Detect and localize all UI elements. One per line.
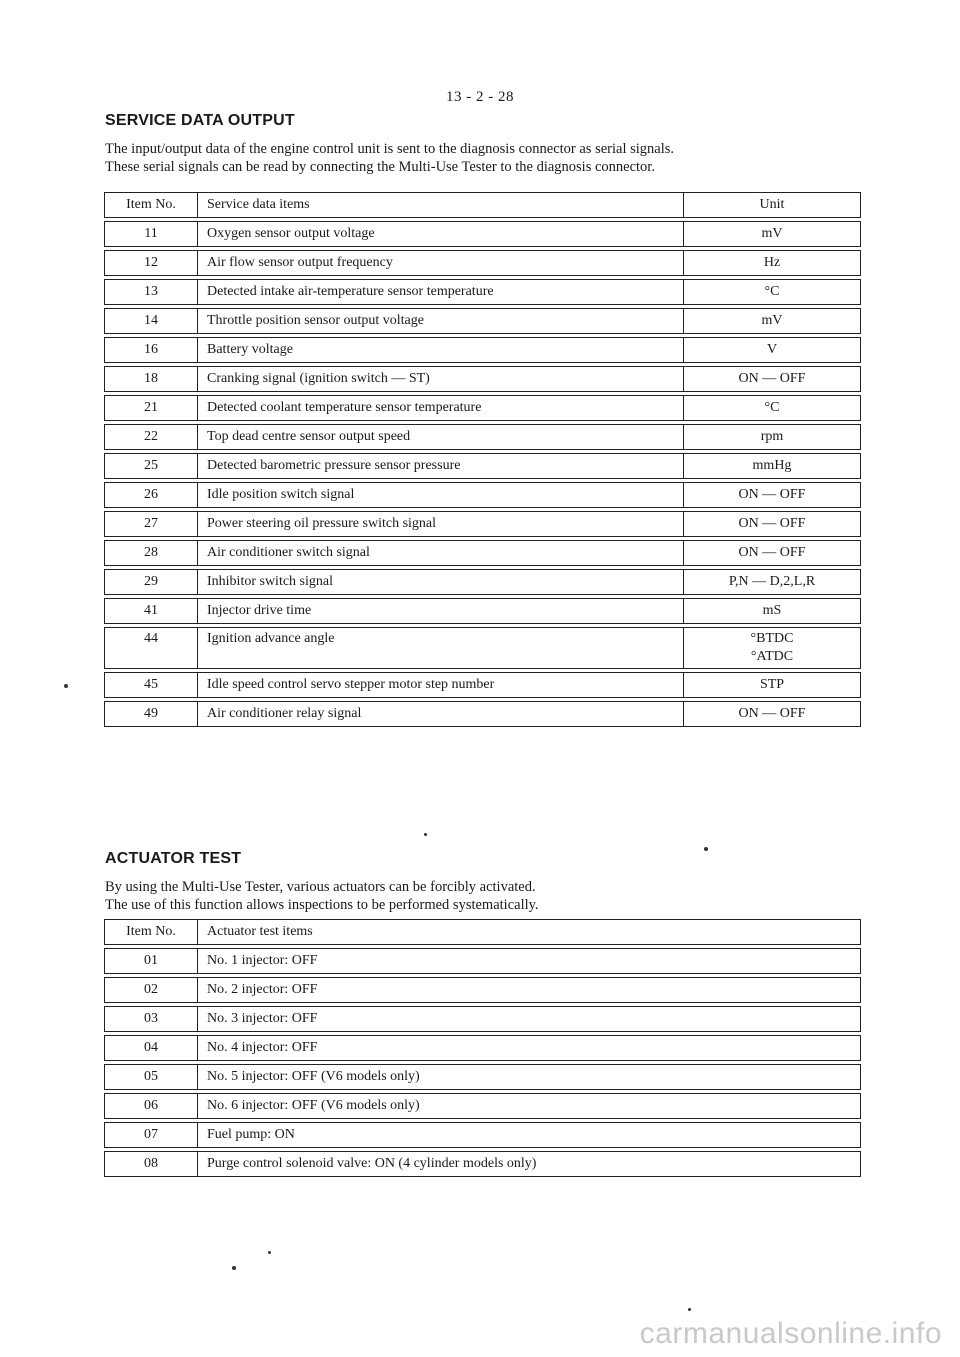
service-data-intro-line-2: These serial signals can be read by connecting the Multi-Use Tester to the diagnosis connector.: [105, 159, 655, 175]
service-data-header-row: [105, 193, 861, 218]
unit: STP: [684, 673, 861, 698]
actuator-test-item: No. 3 injector: OFF: [198, 1007, 861, 1032]
service-data-item: Idle position switch signal: [198, 483, 684, 508]
table-row: [105, 978, 861, 1003]
unit: Hz: [684, 251, 861, 276]
table-row: [105, 1152, 861, 1177]
item-no: 18: [105, 367, 198, 392]
item-no: 26: [105, 483, 198, 508]
table-row: [105, 280, 861, 305]
table-row: [105, 702, 861, 727]
service-data-item: Top dead centre sensor output speed: [198, 425, 684, 450]
table-row: [105, 1094, 861, 1119]
table-row: [105, 251, 861, 276]
item-no: 02: [105, 978, 198, 1003]
scan-speck: [688, 1308, 691, 1311]
unit: °C: [684, 280, 861, 305]
service-data-item: Inhibitor switch signal: [198, 570, 684, 595]
table-row: [105, 454, 861, 479]
table-row: [105, 338, 861, 363]
actuator-test-item: No. 6 injector: OFF (V6 models only): [198, 1094, 861, 1119]
table-row: [105, 599, 861, 624]
actuator-test-header-row: [105, 920, 861, 945]
actuator-test-heading: ACTUATOR TEST: [105, 850, 242, 867]
actuator-test-table: [104, 919, 861, 1177]
item-no: 05: [105, 1065, 198, 1090]
service-data-table: [104, 192, 861, 727]
table-row: [105, 512, 861, 537]
service-data-item: Idle speed control servo stepper motor step number: [198, 673, 684, 698]
table-row: [105, 425, 861, 450]
unit: ON — OFF: [684, 512, 861, 537]
service-data-item: Power steering oil pressure switch signal: [198, 512, 684, 537]
unit: rpm: [684, 425, 861, 450]
item-no: 29: [105, 570, 198, 595]
item-no: 08: [105, 1152, 198, 1177]
item-no: 21: [105, 396, 198, 421]
actuator-test-item: No. 5 injector: OFF (V6 models only): [198, 1065, 861, 1090]
item-no: 45: [105, 673, 198, 698]
table-row: [105, 309, 861, 334]
table-row: [105, 628, 861, 669]
item-no: 41: [105, 599, 198, 624]
actuator-test-intro: [105, 878, 865, 914]
service-data-item: Air conditioner switch signal: [198, 541, 684, 566]
unit: ON — OFF: [684, 483, 861, 508]
watermark: carmanualsonline.info: [639, 1317, 942, 1350]
service-data-item: Injector drive time: [198, 599, 684, 624]
service-data-item: Detected coolant temperature sensor temperature: [198, 396, 684, 421]
item-no: 28: [105, 541, 198, 566]
header-actuator-test-items: Actuator test items: [198, 920, 861, 945]
service-data-item: Air conditioner relay signal: [198, 702, 684, 727]
actuator-test-item: No. 4 injector: OFF: [198, 1036, 861, 1061]
service-data-item: Detected intake air-temperature sensor temperature: [198, 280, 684, 305]
item-no: 49: [105, 702, 198, 727]
unit: ON — OFF: [684, 541, 861, 566]
header-item-no: Item No.: [105, 920, 198, 945]
unit: mS: [684, 599, 861, 624]
table-row: [105, 396, 861, 421]
service-data-item: Battery voltage: [198, 338, 684, 363]
table-row: [105, 570, 861, 595]
service-data-intro-line-1: The input/output data of the engine control unit is sent to the diagnosis connector as serial signals.: [105, 141, 675, 157]
actuator-test-item: No. 1 injector: OFF: [198, 949, 861, 974]
page-number: 13 - 2 - 28: [446, 89, 514, 105]
service-data-item: Oxygen sensor output voltage: [198, 222, 684, 247]
table-row: [105, 1123, 861, 1148]
table-row: [105, 222, 861, 247]
service-data-item: Throttle position sensor output voltage: [198, 309, 684, 334]
scan-speck: [268, 1251, 271, 1254]
unit-line: °ATDC: [750, 649, 794, 664]
table-row: [105, 1036, 861, 1061]
service-data-output-heading: SERVICE DATA OUTPUT: [105, 112, 295, 129]
item-no: 12: [105, 251, 198, 276]
table-row: [105, 1065, 861, 1090]
actuator-test-item: Purge control solenoid valve: ON (4 cylinder models only): [198, 1152, 861, 1177]
unit: mmHg: [684, 454, 861, 479]
unit: P,N — D,2,L,R: [684, 570, 861, 595]
service-data-intro: [105, 140, 865, 176]
item-no: 13: [105, 280, 198, 305]
table-row: [105, 673, 861, 698]
service-data-item: Air flow sensor output frequency: [198, 251, 684, 276]
item-no: 27: [105, 512, 198, 537]
item-no: 14: [105, 309, 198, 334]
service-data-item: Cranking signal (ignition switch — ST): [198, 367, 684, 392]
unit: mV: [684, 309, 861, 334]
actuator-test-intro-line-2: The use of this function allows inspections to be performed systematically.: [105, 897, 539, 913]
unit: V: [684, 338, 861, 363]
actuator-test-item: Fuel pump: ON: [198, 1123, 861, 1148]
actuator-test-item: No. 2 injector: OFF: [198, 978, 861, 1003]
item-no: 06: [105, 1094, 198, 1119]
unit: mV: [684, 222, 861, 247]
unit: [684, 628, 861, 669]
unit: ON — OFF: [684, 702, 861, 727]
unit: °C: [684, 396, 861, 421]
scan-speck: [232, 1266, 236, 1270]
item-no: 44: [105, 628, 198, 669]
scan-speck: [424, 833, 427, 836]
header-service-data-items: Service data items: [198, 193, 684, 218]
item-no: 04: [105, 1036, 198, 1061]
item-no: 01: [105, 949, 198, 974]
item-no: 16: [105, 338, 198, 363]
scan-speck: [64, 684, 68, 688]
table-row: [105, 949, 861, 974]
table-row: [105, 483, 861, 508]
unit-line: °BTDC: [750, 631, 794, 646]
unit: ON — OFF: [684, 367, 861, 392]
service-data-item: Detected barometric pressure sensor pressure: [198, 454, 684, 479]
table-row: [105, 1007, 861, 1032]
item-no: 11: [105, 222, 198, 247]
item-no: 03: [105, 1007, 198, 1032]
header-unit: Unit: [684, 193, 861, 218]
item-no: 25: [105, 454, 198, 479]
service-data-item: Ignition advance angle: [198, 628, 684, 669]
actuator-test-intro-line-1: By using the Multi-Use Tester, various actuators can be forcibly activated.: [105, 879, 536, 895]
item-no: 22: [105, 425, 198, 450]
table-row: [105, 367, 861, 392]
item-no: 07: [105, 1123, 198, 1148]
header-item-no: Item No.: [105, 193, 198, 218]
table-row: [105, 541, 861, 566]
scan-speck: [704, 847, 708, 851]
